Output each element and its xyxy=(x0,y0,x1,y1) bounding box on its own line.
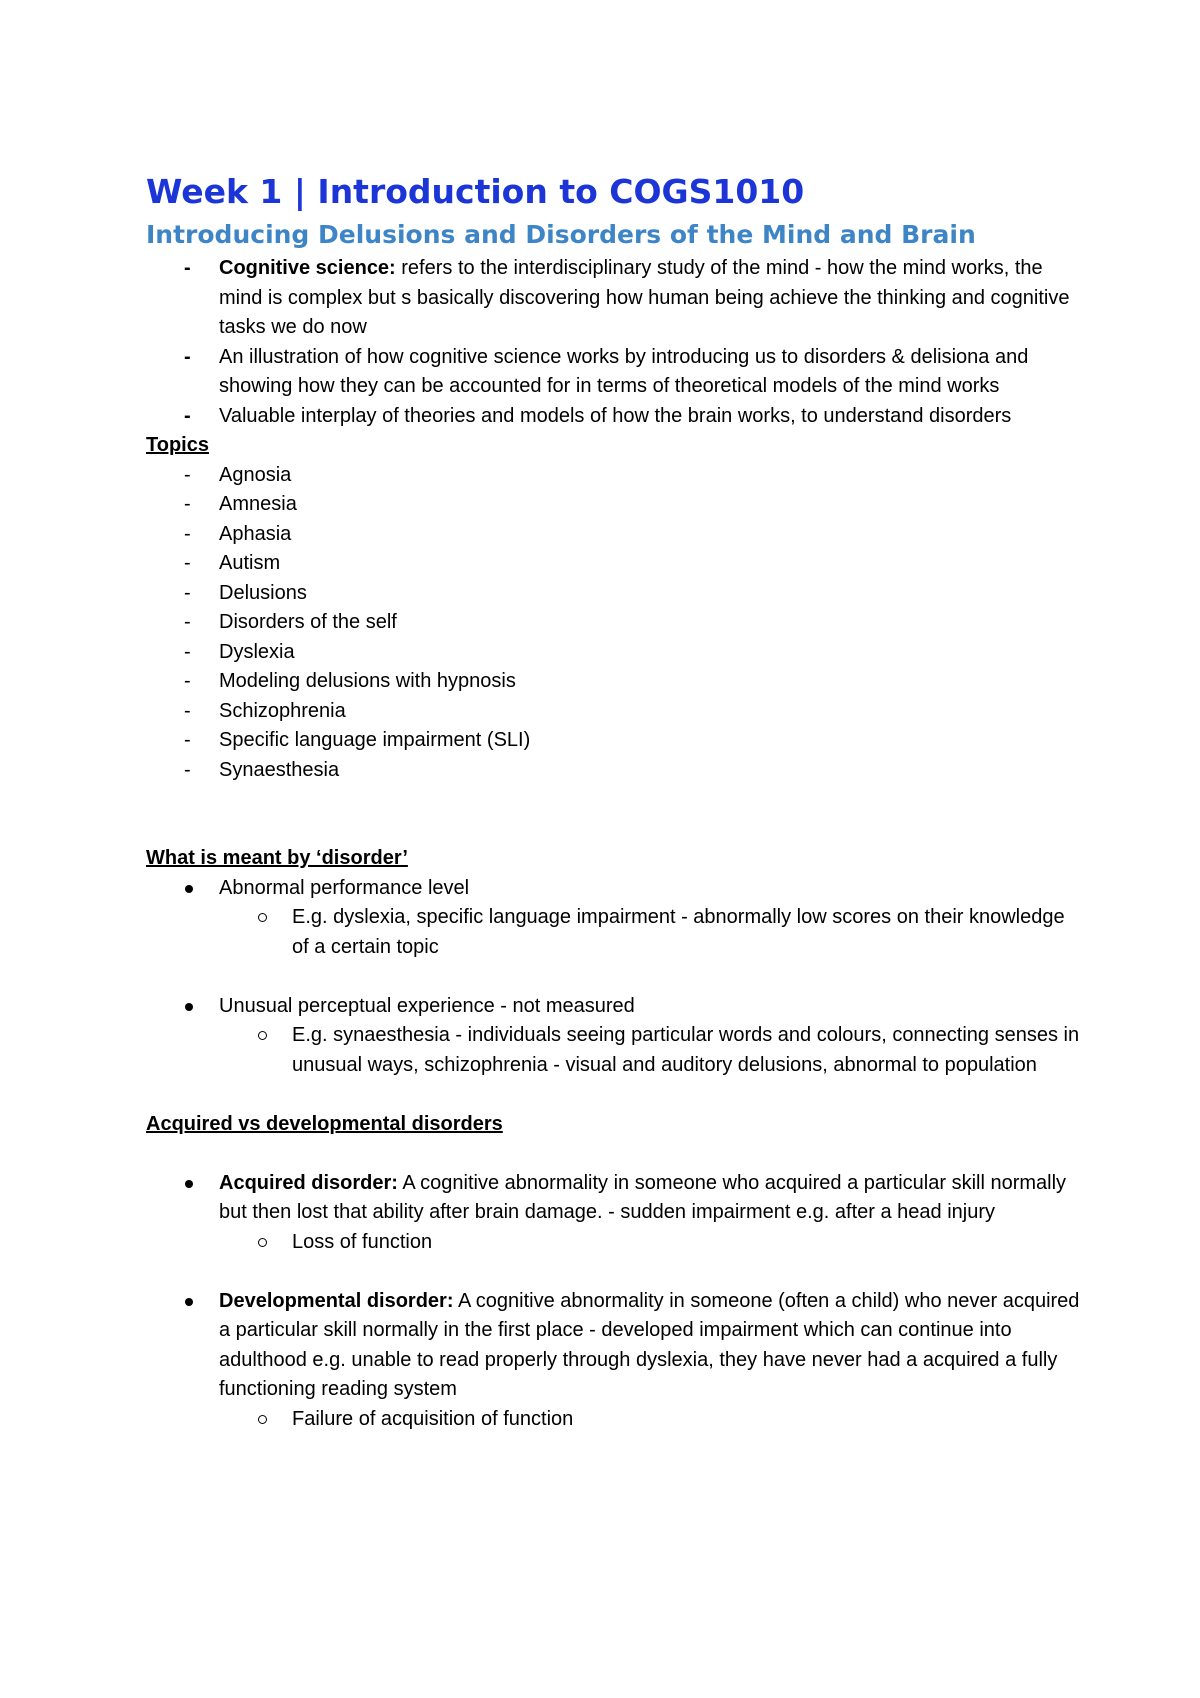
dash-bullet: - xyxy=(184,404,191,427)
term-label: Acquired disorder: xyxy=(219,1171,398,1194)
list-item-text: Unusual perceptual experience - not measured xyxy=(219,994,635,1017)
intro-list xyxy=(146,254,1086,431)
term-label: Cognitive science: xyxy=(219,257,396,279)
spacer xyxy=(146,962,1086,992)
topic-text: Amnesia xyxy=(219,493,297,515)
topic-item xyxy=(146,608,1086,638)
topic-item xyxy=(146,697,1086,727)
topic-item xyxy=(146,756,1086,786)
dash-bullet: - xyxy=(184,345,191,368)
topic-text: Specific language impairment (SLI) xyxy=(219,729,531,751)
bullet-circle-icon xyxy=(258,1031,267,1040)
topic-text: Autism xyxy=(219,552,281,574)
document-title: Week 1 | Introduction to COGS1010 xyxy=(146,172,805,211)
sub-list-item xyxy=(146,1228,1086,1258)
topic-text: Aphasia xyxy=(219,522,292,545)
list-item xyxy=(146,343,1086,402)
sub-item-text: Failure of acquisition of function xyxy=(292,1407,574,1430)
topic-item xyxy=(146,520,1086,550)
list-item-text: A cognitive abnormality in someone who acquired a particular skill normally but then lost that ability after brain damage. - sudden impairment e.g. after a head injury xyxy=(219,1171,1067,1223)
dash-bullet: - xyxy=(184,640,191,663)
topic-text: Modeling delusions with hypnosis xyxy=(219,670,516,692)
document-page xyxy=(146,170,1086,1434)
list-item xyxy=(146,874,1086,904)
spacer xyxy=(146,1139,1086,1169)
topic-item xyxy=(146,579,1086,609)
acquired-vs-developmental-list xyxy=(146,1169,1086,1435)
document-subtitle: Introducing Delusions and Disorders of the Mind and Brain xyxy=(146,220,976,249)
topics-heading: Topics xyxy=(146,434,209,456)
spacer xyxy=(146,1080,1086,1110)
term-label: Developmental disorder: xyxy=(219,1289,454,1312)
spacer xyxy=(146,815,1086,845)
list-item-text: Abnormal performance level xyxy=(219,876,470,899)
dash-bullet: - xyxy=(184,670,191,692)
list-item-text: A cognitive abnormality in someone (often a child) who never acquired a particular skill normally in the first place - developed impairment which can continue into adulthood e.g. unable to read properly through dyslexia, they have never had a acquired a fully functioning reading system xyxy=(219,1289,1080,1400)
list-item-text: Valuable interplay of theories and models of how the brain works, to understand disorders xyxy=(219,404,1012,427)
topic-item xyxy=(146,490,1086,520)
dash-bullet: - xyxy=(184,522,191,545)
spacer xyxy=(146,785,1086,815)
bullet-circle-icon xyxy=(258,1238,267,1247)
topic-text: Dyslexia xyxy=(219,640,295,663)
dash-bullet: - xyxy=(184,493,191,515)
dash-bullet: - xyxy=(184,257,191,279)
disorder-meaning-heading: What is meant by ‘disorder’ xyxy=(146,847,408,869)
sub-item-text: E.g. dyslexia, specific language impairment - abnormally low scores on their knowledge of a certain topic xyxy=(292,906,1065,958)
sub-list-item xyxy=(146,1405,1086,1435)
list-item xyxy=(146,992,1086,1022)
list-item xyxy=(146,1169,1086,1228)
dash-bullet: - xyxy=(184,699,191,722)
bullet-circle-icon xyxy=(258,1415,267,1424)
list-item-text: refers to the interdisciplinary study of the mind - how the mind works, the mind is complex but s basically discovering how human being achieve the thinking and cognitive tasks we do now xyxy=(219,257,1070,338)
sub-item-text: E.g. synaesthesia - individuals seeing particular words and colours, connecting senses in unusual ways, schizophrenia - visual and auditory delusions, abnormal to population xyxy=(292,1024,1080,1076)
bullet-dot-icon xyxy=(185,1180,193,1188)
topic-item xyxy=(146,667,1086,697)
topic-text: Delusions xyxy=(219,581,307,604)
bullet-dot-icon xyxy=(185,885,193,893)
acquired-vs-developmental-heading: Acquired vs developmental disorders xyxy=(146,1112,503,1135)
bullet-circle-icon xyxy=(258,913,267,922)
topic-text: Schizophrenia xyxy=(219,699,346,722)
dash-bullet: - xyxy=(184,463,191,486)
topics-list xyxy=(146,461,1086,786)
bullet-dot-icon xyxy=(185,1298,193,1306)
topic-item xyxy=(146,638,1086,668)
sub-list-item xyxy=(146,1021,1086,1080)
topic-text: Agnosia xyxy=(219,463,292,486)
topic-text: Synaesthesia xyxy=(219,758,340,781)
bullet-dot-icon xyxy=(185,1003,193,1011)
list-item-text: An illustration of how cognitive science works by introducing us to disorders & delisiona and showing how they can be accounted for in terms of theoretical models of the mind works xyxy=(219,345,1029,397)
topic-text: Disorders of the self xyxy=(219,611,397,633)
disorder-meaning-list xyxy=(146,874,1086,1081)
list-item xyxy=(146,402,1086,432)
dash-bullet: - xyxy=(184,729,191,751)
sub-item-text: Loss of function xyxy=(292,1230,433,1253)
dash-bullet: - xyxy=(184,581,191,604)
list-item xyxy=(146,254,1086,343)
list-item xyxy=(146,1287,1086,1405)
dash-bullet: - xyxy=(184,758,191,781)
dash-bullet: - xyxy=(184,611,191,633)
topic-item xyxy=(146,726,1086,756)
topic-item xyxy=(146,461,1086,491)
spacer xyxy=(146,1257,1086,1287)
topic-item xyxy=(146,549,1086,579)
dash-bullet: - xyxy=(184,552,191,574)
sub-list-item xyxy=(146,903,1086,962)
